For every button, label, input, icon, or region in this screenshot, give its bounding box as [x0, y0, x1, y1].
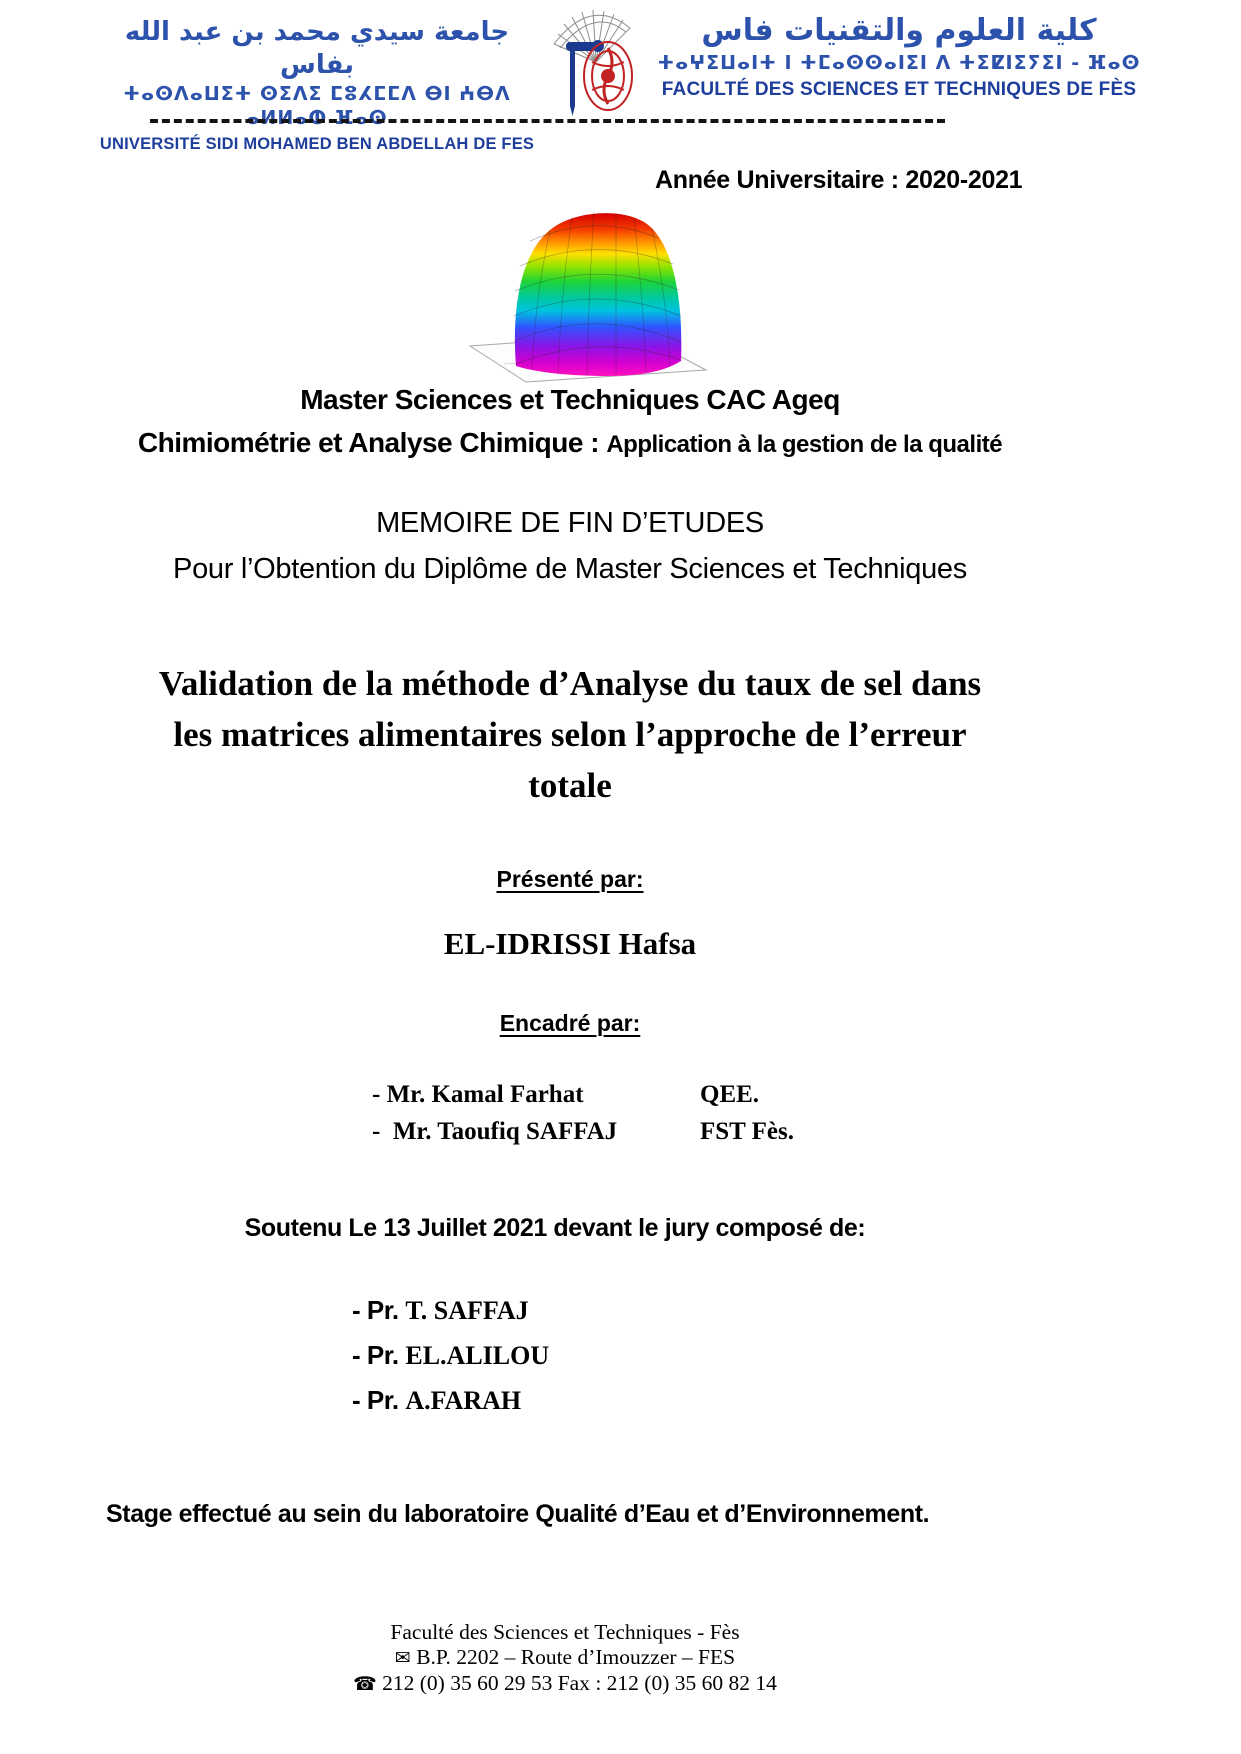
supervisors-list [372, 1076, 820, 1150]
jury-member: - Pr. A.FARAH [352, 1385, 522, 1415]
header-university-block [95, 10, 540, 154]
program-master-line: Master Sciences et Techniques CAC Ageq [300, 384, 840, 415]
supervised-by-heading: Encadré par: [499, 1010, 641, 1036]
header [0, 10, 1241, 154]
university-logo-icon [546, 10, 646, 118]
jury-list [352, 1288, 549, 1423]
footer-faculty-line: Faculté des Sciences et Techniques - Fès [390, 1620, 740, 1644]
memoire-heading: MEMOIRE DE FIN D’ETUDES [376, 507, 764, 539]
program-specialty-line [0, 427, 1140, 459]
footer [0, 1620, 1130, 1697]
supervisor-affiliation: QEE. [700, 1081, 760, 1108]
supervisor-affiliation: FST Fès. [700, 1118, 794, 1145]
specialty-main: Chimiométrie et Analyse Chimique : [137, 427, 607, 458]
presented-by-heading: Présenté par: [496, 866, 644, 892]
academic-year: Année Universitaire : 2020-2021 [655, 166, 1023, 194]
university-name-tifinagh: ⵜⴰⵙⴷⴰⵡⵉⵜ ⵙⵉⴷⵉ ⵎⵓⵃⵎⵎⴷ ⴱⵏ ⵄⴱⴷ ⴰⵍⵍⴰⵀ ⴼⴰⵙ [123, 83, 511, 129]
footer-phone-line [0, 1671, 1130, 1697]
university-name-french: UNIVERSITÉ SIDI MOHAMED BEN ABDELLAH DE FES [99, 134, 535, 153]
defense-intro: Soutenu Le 13 Juillet 2021 devant le jury composé de: [244, 1214, 866, 1242]
header-faculty-block [652, 10, 1147, 102]
surface-plot-image [468, 186, 708, 384]
phone-icon: ☎ [353, 1673, 377, 1695]
envelope-icon: ✉ [394, 1647, 411, 1669]
footer-address: B.P. 2202 – Route d’Imouzzer – FES [416, 1645, 736, 1669]
memoire-subheading: Pour l’Obtention du Diplôme de Master Sciences et Techniques [173, 553, 967, 585]
specialty-sub: Application à la gestion de la qualité [606, 431, 1003, 458]
jury-member: - Pr. T. SAFFAJ [352, 1295, 529, 1325]
internship-note: Stage effectué au sein du laboratoire Qualité d’Eau et d’Environnement. [106, 1500, 930, 1528]
university-name-arabic: جامعة سيدي محمد بن عبد الله بفاس [124, 17, 510, 80]
footer-phone-fax: 212 (0) 35 60 29 53 Fax : 212 (0) 35 60 82 14 [382, 1671, 777, 1695]
thesis-title [30, 658, 1110, 811]
author-name: EL-IDRISSI Hafsa [443, 926, 697, 961]
university-emblem-graphic [546, 10, 646, 118]
faculty-name-arabic: كلية العلوم والتقنيات فاس [701, 13, 1097, 48]
supervisor-name: - Mr. Kamal Farhat [372, 1081, 584, 1108]
thesis-title-line1: Validation de la méthode d’Analyse du taux de sel dans [158, 664, 982, 703]
faculty-name-french: FACULTÉ DES SCIENCES ET TECHNIQUES DE FÈS [661, 79, 1137, 101]
thesis-title-line3: totale [528, 766, 612, 805]
supervisor-row [372, 1113, 820, 1150]
footer-address-line [0, 1645, 1130, 1671]
jury-member: - Pr. EL.ALILOU [352, 1340, 550, 1370]
thesis-title-line2: les matrices alimentaires selon l’approche de l’erreur [173, 715, 967, 754]
faculty-name-tifinagh: ⵜⴰⵖⵉⵡⴰⵏⵜ ⵏ ⵜⵎⴰⵙⵙⴰⵏⵉⵏ ⴷ ⵜⵉⵇⵏⵉⵢⵉⵏ - ⴼⴰⵙ [657, 51, 1141, 74]
supervisor-row [372, 1076, 820, 1113]
dashed-divider [150, 119, 945, 123]
supervisor-name: - Mr. Taoufiq SAFFAJ [372, 1118, 618, 1145]
